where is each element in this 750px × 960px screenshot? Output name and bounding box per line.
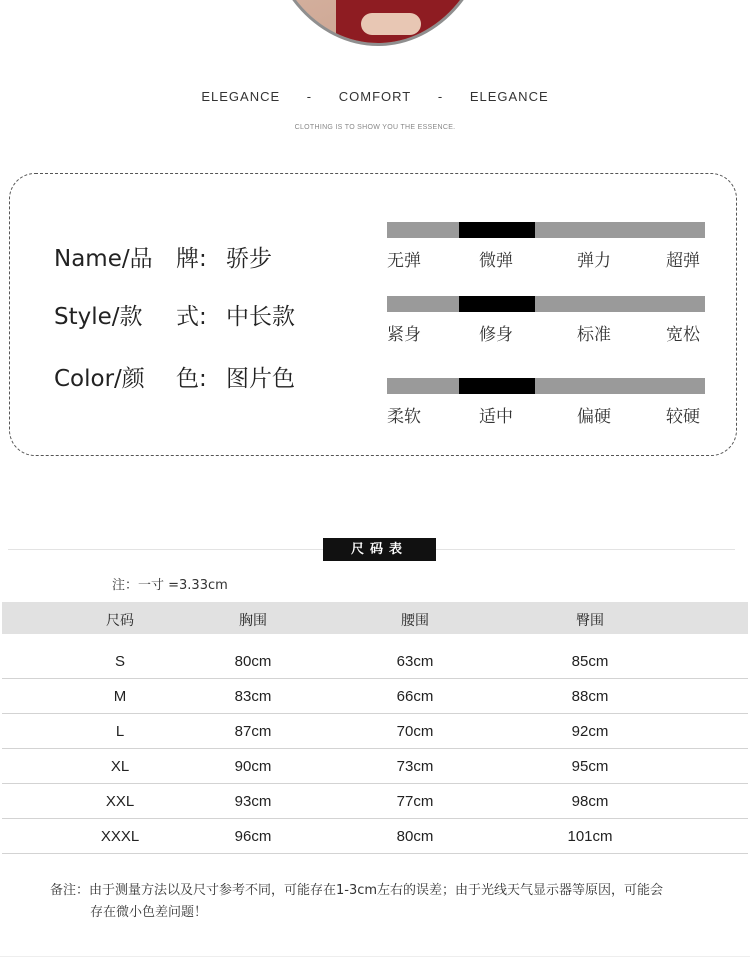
cell-size: M (113, 688, 127, 705)
brand-label-suffix: 牌: (176, 246, 207, 272)
footnote-line-2: 存在微小色差问题！ (90, 905, 208, 920)
elasticity-label-1: 无弹 (387, 251, 421, 271)
color-row (54, 360, 295, 393)
table-row (2, 749, 748, 784)
fit-bar (387, 296, 705, 312)
header-waist: 腰围 (401, 613, 429, 629)
texture-label-3: 偏硬 (577, 407, 611, 427)
table-row (2, 679, 748, 714)
cell-bust: 90cm (234, 758, 272, 775)
cell-size: XXXL (100, 828, 140, 845)
fit-label-3: 标准 (577, 325, 611, 345)
elasticity-label-2: 微弹 (479, 251, 513, 271)
table-row (2, 714, 748, 749)
cell-hip: 98cm (571, 793, 609, 810)
fit-scale (387, 296, 705, 344)
cell-bust: 83cm (234, 688, 272, 705)
elasticity-scale (387, 222, 705, 270)
elasticity-selected-fill (459, 222, 535, 238)
cell-hip: 85cm (571, 653, 609, 670)
size-table (2, 602, 748, 854)
cell-waist: 73cm (396, 758, 434, 775)
brand-label: Name/品 (54, 246, 153, 272)
cell-waist: 77cm (396, 793, 434, 810)
fit-label-2: 修身 (479, 325, 513, 345)
texture-label-4: 较硬 (666, 407, 700, 427)
table-header (2, 602, 748, 634)
cell-bust: 96cm (234, 828, 272, 845)
style-value: 中长款 (226, 304, 295, 330)
tagline-word-3: ELEGANCE (469, 89, 549, 104)
brand-row (54, 240, 272, 273)
fit-label-4: 宽松 (666, 325, 700, 345)
tagline-word-1: ELEGANCE (201, 89, 281, 104)
header-bust: 胸围 (239, 613, 267, 629)
cell-size: L (115, 723, 125, 740)
cell-waist: 66cm (396, 688, 434, 705)
table-row (2, 784, 748, 819)
product-info-box (9, 173, 737, 456)
footnote-line-1: 备注：由于测量方法以及尺寸参考不同，可能存在1-3cm左右的误差；由于光线天气显示器等原因，可能会 (50, 883, 664, 898)
tagline-separator-1: - (306, 89, 313, 104)
cell-waist: 70cm (396, 723, 434, 740)
texture-selected-fill (459, 378, 535, 394)
tagline-word-2: COMFORT (338, 89, 412, 104)
cell-bust: 87cm (234, 723, 272, 740)
header-size: 尺码 (106, 613, 134, 629)
style-label: Style/款 (54, 304, 143, 330)
color-value: 图片色 (226, 366, 295, 392)
tagline-separator-2: - (437, 89, 444, 104)
cell-hip: 92cm (571, 723, 609, 740)
fit-label-1: 紧身 (387, 325, 421, 345)
cell-waist: 80cm (396, 828, 434, 845)
cell-size: XXL (105, 793, 135, 810)
brand-value: 骄步 (226, 246, 272, 272)
footnote (50, 880, 710, 924)
table-row (2, 644, 748, 679)
unit-note: 注：一寸 =3.33cm (112, 578, 228, 593)
header-hip: 臀围 (576, 613, 604, 629)
cell-bust: 80cm (234, 653, 272, 670)
texture-label-1: 柔软 (387, 407, 421, 427)
fit-selected-fill (459, 296, 535, 312)
color-label: Color/颜 (54, 366, 145, 392)
tagline (0, 89, 750, 104)
cell-hip: 88cm (571, 688, 609, 705)
size-chart-title: 尺码表 (323, 538, 436, 561)
cell-hip: 101cm (567, 828, 613, 845)
texture-scale (387, 378, 705, 426)
cell-hip: 95cm (571, 758, 609, 775)
style-row (54, 298, 295, 331)
cell-waist: 63cm (396, 653, 434, 670)
elasticity-label-4: 超弹 (666, 251, 700, 271)
elasticity-label-3: 弹力 (577, 251, 611, 271)
subtagline: CLOTHING IS TO SHOW YOU THE ESSENCE. (294, 124, 456, 131)
table-row (2, 819, 748, 854)
bottom-divider (0, 956, 750, 957)
style-label-suffix: 式: (176, 304, 207, 330)
cell-bust: 93cm (234, 793, 272, 810)
cell-size: XL (110, 758, 130, 775)
model-photo (263, 0, 493, 46)
cell-size: S (114, 653, 126, 670)
color-label-suffix: 色: (176, 366, 207, 392)
texture-bar (387, 378, 705, 394)
elasticity-bar (387, 222, 705, 238)
texture-label-2: 适中 (479, 407, 513, 427)
hand-image (361, 13, 421, 35)
